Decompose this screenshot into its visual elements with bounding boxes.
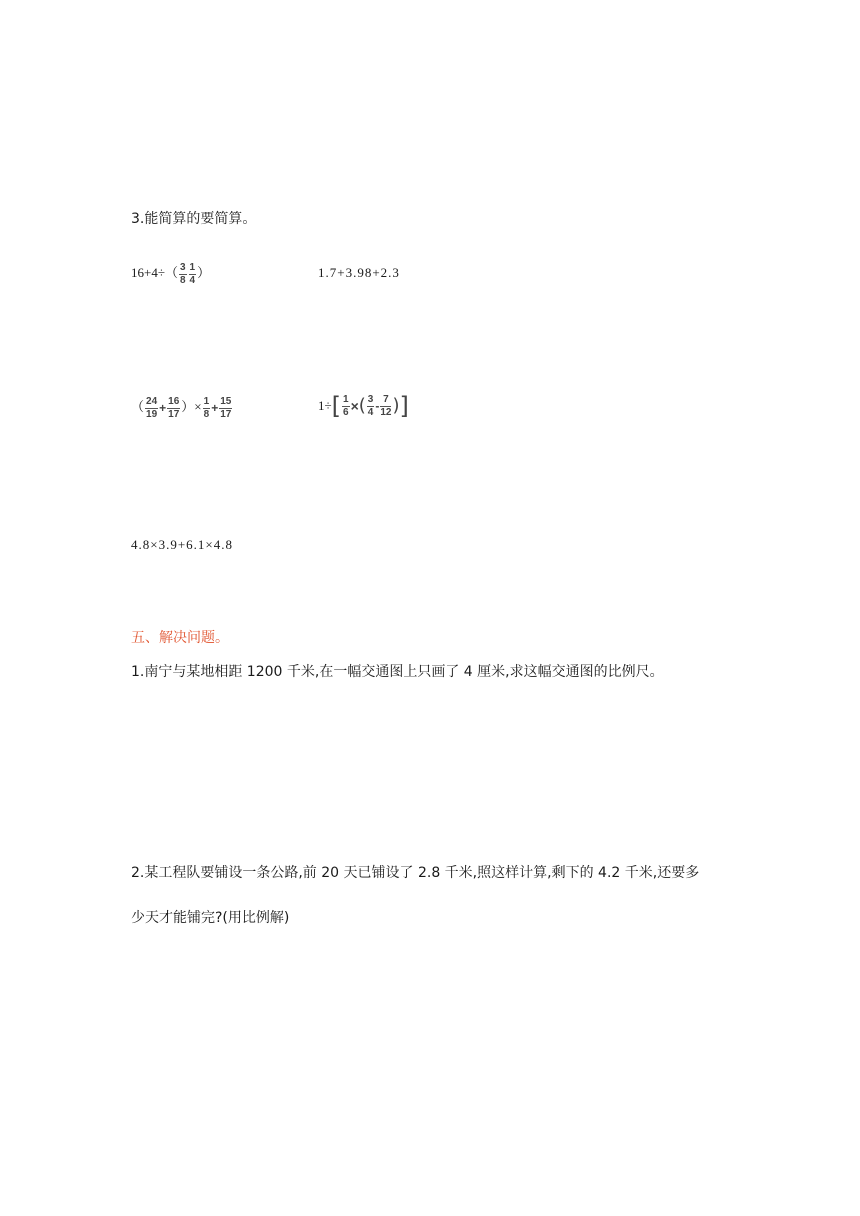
plus-operator: + xyxy=(211,401,219,416)
fraction-1-6: $\frac{1}{6}$ xyxy=(343,393,349,418)
times-operator: × xyxy=(194,399,202,414)
expression-3-close: ） xyxy=(181,399,195,414)
question-2-line-1: 2.某工程队要铺设一条公路,前 20 天已铺设了 2.8 千米,照这样计算,剩下的 4.2 千米,还要多 xyxy=(131,865,700,881)
expression-3 xyxy=(131,396,233,420)
plus-operator: + xyxy=(159,401,167,416)
expression-1-tail: ） xyxy=(197,265,211,280)
expression-4 xyxy=(318,394,409,418)
section-3-heading: 3.能简算的要简算。 xyxy=(131,211,257,227)
minus-operator: - xyxy=(375,399,380,413)
fraction-1-8: $\frac{1}{8}$ xyxy=(203,395,210,420)
fraction-7-12: $\frac{7}{12}$ xyxy=(380,393,392,418)
left-bracket: [ xyxy=(331,392,342,420)
question-2-line-2: 少天才能铺完?(用比例解) xyxy=(131,910,290,926)
expression-3-open: （ xyxy=(131,399,145,414)
expression-5: 4.8×3.9+6.1×4.8 xyxy=(131,537,233,552)
expression-4-lead: 1÷ xyxy=(318,398,332,413)
fraction-3-4: $\frac{3}{4}$ xyxy=(367,393,374,418)
question-1: 1.南宁与某地相距 1200 千米,在一幅交通图上只画了 4 厘米,求这幅交通图的比例尺。 xyxy=(131,664,664,680)
expression-1-lead: 16+4÷（ xyxy=(131,265,178,280)
section-5-heading: 五、解决问题。 xyxy=(131,631,229,646)
expression-2: 1.7+3.98+2.3 xyxy=(318,265,400,280)
fraction-1-4: $\frac{1}{4}$ xyxy=(189,261,196,286)
fraction-16-17: $\frac{16}{17}$ xyxy=(168,395,180,420)
times-operator: × xyxy=(350,398,359,414)
expression-1 xyxy=(131,262,210,286)
right-bracket: ] xyxy=(399,392,409,420)
left-paren: ( xyxy=(358,395,366,416)
fraction-3-8: $\frac{3}{8}$ xyxy=(179,261,186,286)
fraction-15-17: $\frac{15}{17}$ xyxy=(220,395,232,420)
fraction-24-19: $\frac{24}{19}$ xyxy=(146,395,158,420)
right-paren: ) xyxy=(392,395,400,416)
